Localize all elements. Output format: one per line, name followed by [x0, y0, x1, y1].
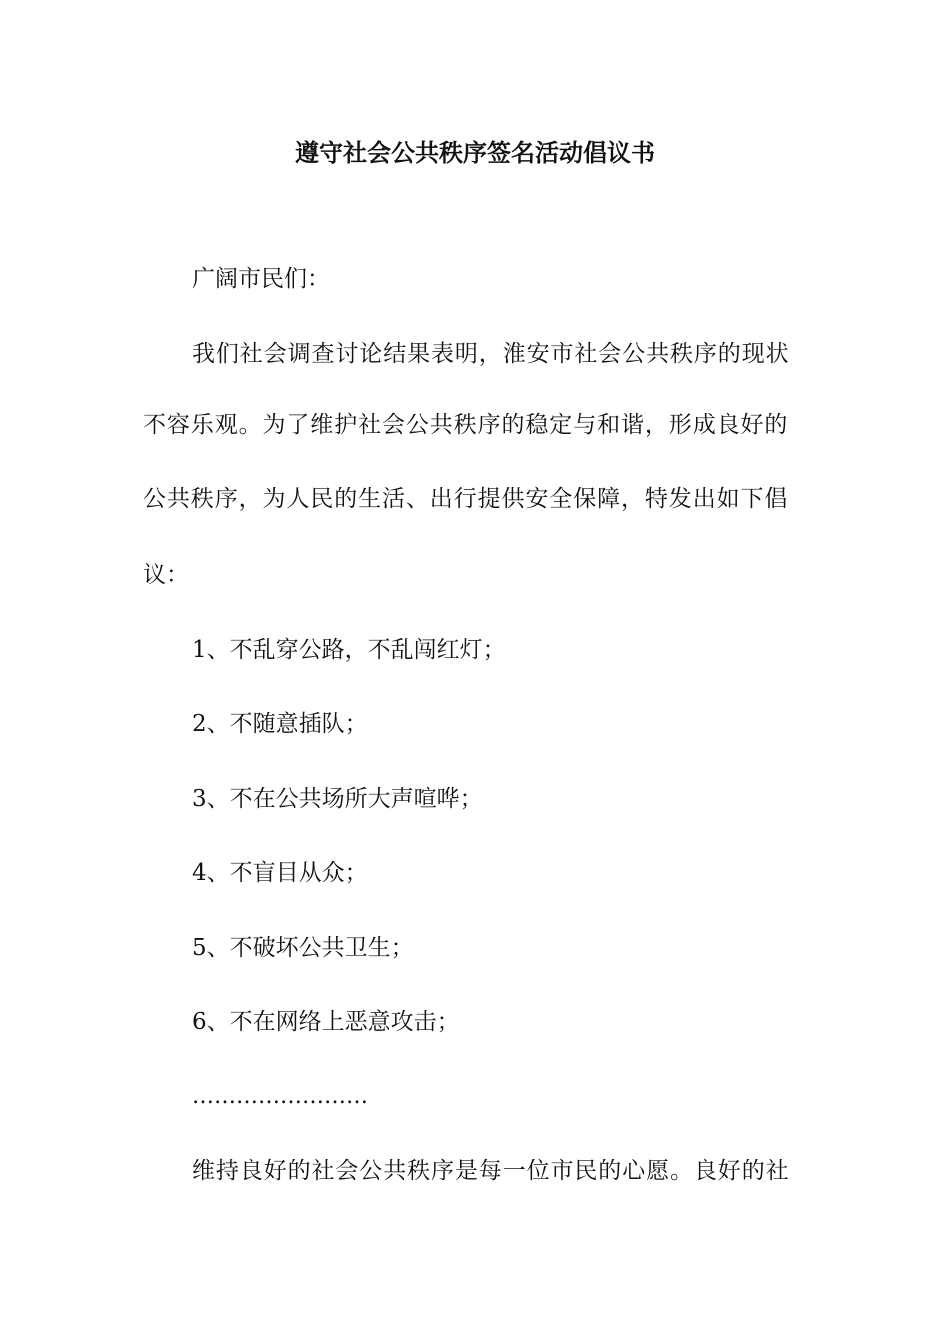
list-item: 3、不在公共场所大声喧哗； — [192, 786, 483, 812]
list-item: 2、不随意插队； — [192, 711, 368, 737]
list-item: 1、不乱穿公路，不乱闯红灯； — [192, 637, 506, 663]
paragraph-1-line-1: 我们社会调查讨论结果表明，淮安市社会公共秩序的现状 — [192, 341, 790, 367]
paragraph-1-line-3: 公共秩序，为人民的生活、出行提供安全保障，特发出如下倡 — [143, 486, 789, 512]
paragraph-2-line-1: 维持良好的社会公共秩序是每一位市民的心愿。良好的社 — [192, 1158, 790, 1184]
paragraph-1-line-2: 不容乐观。为了维护社会公共秩序的稳定与和谐，形成良好的 — [143, 412, 789, 438]
list-item: 6、不在网络上恶意攻击； — [192, 1009, 460, 1035]
paragraph-1-line-4: 议： — [143, 562, 189, 588]
document-title: 遵守社会公共秩序签名活动倡议书 — [295, 138, 655, 167]
salutation: 广阔市民们： — [192, 266, 330, 292]
list-item: 4、不盲目从众； — [192, 860, 368, 886]
ellipsis: …………………… — [192, 1084, 368, 1109]
list-item: 5、不破坏公共卫生； — [192, 935, 414, 961]
